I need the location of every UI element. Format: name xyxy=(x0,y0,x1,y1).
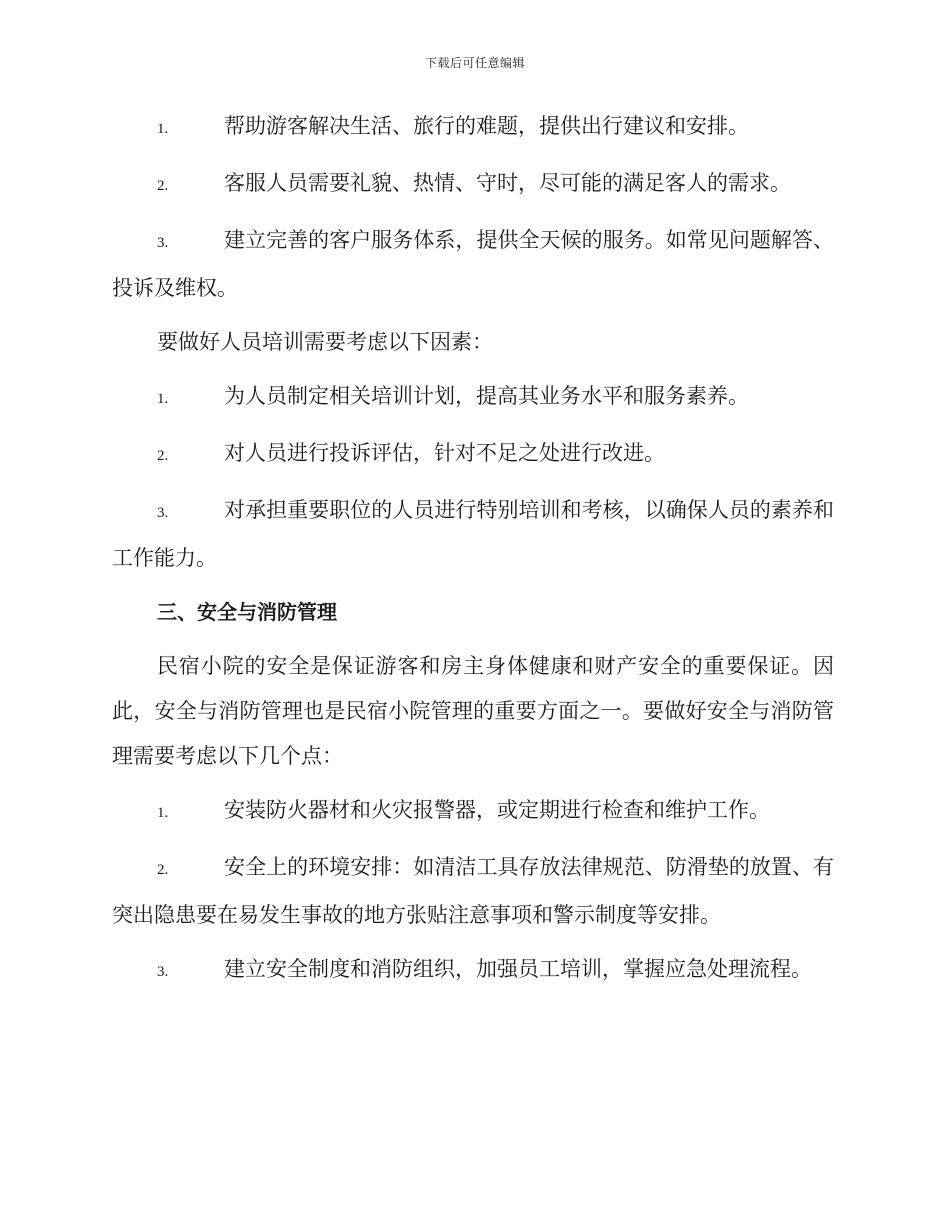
list-text: 安装防火器材和火灾报警器，或定期进行检查和维护工作。 xyxy=(224,798,770,822)
list-item xyxy=(112,104,834,152)
list-text: 为人员制定相关培训计划，提高其业务水平和服务素养。 xyxy=(224,384,749,408)
list-number: 1. xyxy=(157,805,169,821)
list-item xyxy=(112,845,834,938)
list-number: 2. xyxy=(157,178,169,194)
list-text: 帮助游客解决生活、旅行的难题，提供出行建议和安排。 xyxy=(224,114,749,138)
list-number: 2. xyxy=(157,862,169,878)
list-text: 建立完善的客户服务体系，提供全天候的服务。如常见问题解答、投诉及维权。 xyxy=(112,228,834,300)
list-text: 建立安全制度和消防组织，加强员工培训，掌握应急处理流程。 xyxy=(224,957,812,981)
list-item xyxy=(112,788,834,836)
list-item xyxy=(112,488,834,581)
list-number: 1. xyxy=(157,121,169,137)
list-item xyxy=(112,431,834,479)
list-item xyxy=(112,374,834,422)
list-text: 客服人员需要礼貌、热情、守时，尽可能的满足客人的需求。 xyxy=(224,171,791,195)
document-body xyxy=(112,104,834,1004)
page-header: 下载后可任意编辑 xyxy=(424,56,525,70)
list-item xyxy=(112,947,834,995)
training-intro: 要做好人员培训需要考虑以下因素： xyxy=(157,330,493,354)
list-item xyxy=(112,218,834,311)
list-text: 对人员进行投诉评估，针对不足之处进行改进。 xyxy=(224,441,665,465)
list-number: 3. xyxy=(157,235,169,251)
list-number: 1. xyxy=(157,391,169,407)
section-intro: 民宿小院的安全是保证游客和房主身体健康和财产安全的重要保证。因此，安全与消防管理也是民宿小院管理的重要方面之一。要做好安全与消防管理需要考虑以下几个点： xyxy=(112,654,834,768)
list-number: 3. xyxy=(157,505,169,521)
list-text: 安全上的环境安排：如清洁工具存放法律规范、防滑垫的放置、有突出隐患要在易发生事故的地方张贴注意事项和警示制度等安排。 xyxy=(112,855,834,927)
list-number: 3. xyxy=(157,964,169,980)
list-number: 2. xyxy=(157,448,169,464)
list-item xyxy=(112,161,834,209)
list-text: 对承担重要职位的人员进行特别培训和考核，以确保人员的素养和工作能力。 xyxy=(112,498,834,570)
section-heading: 三、安全与消防管理 xyxy=(157,600,337,624)
